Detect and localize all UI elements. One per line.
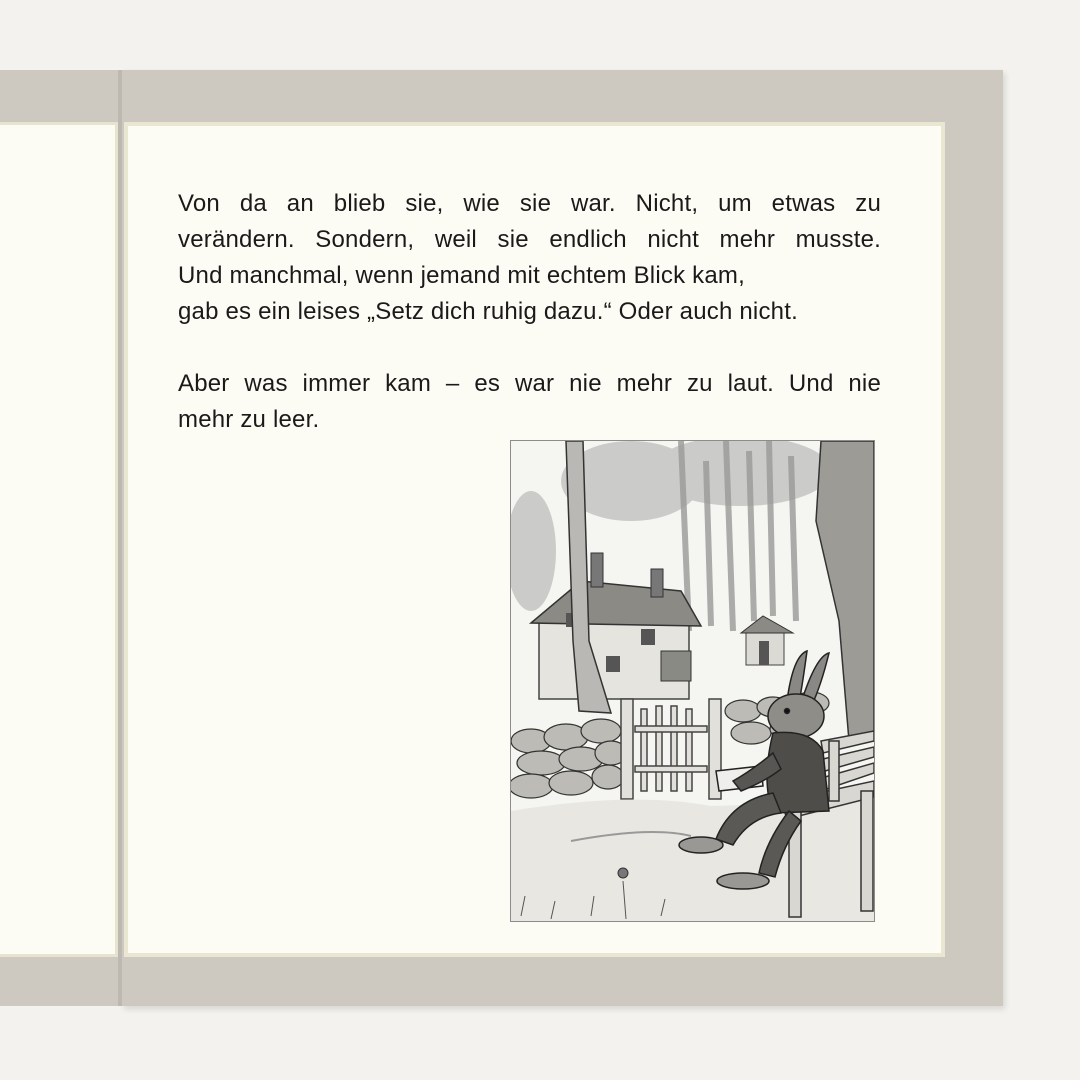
page-text [178, 186, 881, 438]
text-line: Aber was immer kam – es war nie mehr zu laut. Und nie [178, 370, 881, 397]
left-page [0, 122, 118, 957]
hare-on-bench-illustration [510, 440, 875, 922]
book-spine-gutter [118, 70, 122, 1006]
right-page [124, 122, 945, 957]
text-line: verändern. Sondern, weil sie endlich nicht mehr musste. [178, 226, 881, 253]
text-line: mehr zu leer. [178, 406, 320, 433]
text-line: Von da an blieb sie, wie sie war. Nicht, um etwas zu [178, 190, 881, 217]
text-line: Und manchmal, wenn jemand mit echtem Blick kam, [178, 262, 745, 289]
text-line: gab es ein leises „Setz dich ruhig dazu.“ Oder auch nicht. [178, 298, 798, 325]
